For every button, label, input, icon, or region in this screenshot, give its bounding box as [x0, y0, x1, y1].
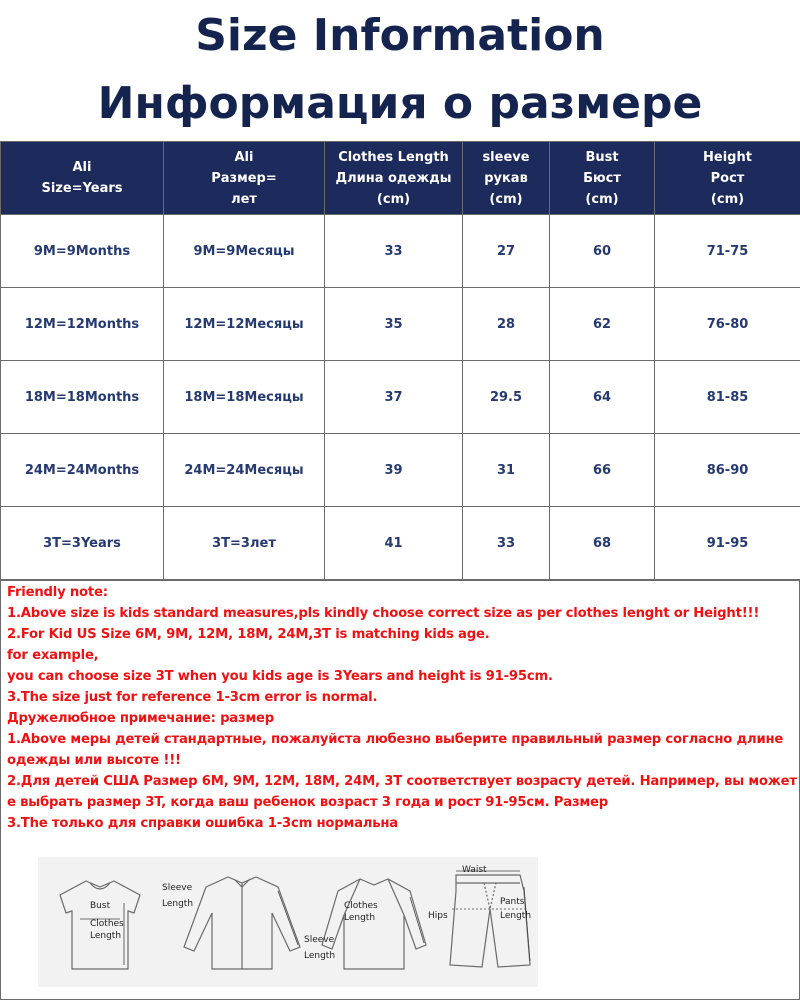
- note-line: Friendly note:: [7, 585, 108, 600]
- label-waist: Waist: [462, 865, 487, 875]
- cell-bust: 62: [550, 288, 655, 361]
- label-bust: Bust: [90, 901, 111, 911]
- header-ali-size: Ali Size=Years: [1, 142, 164, 215]
- cell-sleeve: 31: [463, 434, 550, 507]
- table-row: [1, 361, 800, 434]
- table-row: [1, 507, 800, 580]
- cell-clothes-length: 37: [325, 361, 463, 434]
- note-line: е выбрать размер 3T, когда ваш ребенок возраст 3 года и рост 91-95см. Размер: [7, 795, 608, 810]
- header-clothes-length: Clothes Length Длина одежды (cm): [325, 142, 463, 215]
- header-sleeve: sleeve рукав (cm): [463, 142, 550, 215]
- cell-size-en: 3T=3Years: [1, 507, 164, 580]
- cell-bust: 60: [550, 215, 655, 288]
- label-clothes: Clothes: [344, 901, 378, 911]
- note-line: 3.The только для справки ошибка 1-3cm нормальна: [7, 816, 398, 831]
- cell-clothes-length: 35: [325, 288, 463, 361]
- label-clothes: Clothes: [90, 919, 124, 929]
- cell-bust: 64: [550, 361, 655, 434]
- label-length: Length: [500, 911, 532, 921]
- label-length: Length: [344, 913, 376, 923]
- raglan-shirt-sketch: [322, 879, 426, 969]
- table-row: [1, 288, 800, 361]
- cell-size-ru: 9M=9Месяцы: [164, 215, 325, 288]
- note-line: for example,: [7, 648, 99, 663]
- cell-size-en: 24M=24Months: [1, 434, 164, 507]
- table-header-row: [1, 142, 800, 215]
- size-table: [0, 141, 800, 580]
- cell-size-en: 18M=18Months: [1, 361, 164, 434]
- cell-height: 71-75: [655, 215, 800, 288]
- table-row: [1, 434, 800, 507]
- cell-bust: 66: [550, 434, 655, 507]
- label-length: Length: [90, 931, 122, 941]
- measurement-diagram: [38, 857, 538, 987]
- cell-sleeve: 29.5: [463, 361, 550, 434]
- note-line: 2.Для детей США Размер 6M, 9M, 12M, 18M, 24M, 3T соответствует возрасту детей. Например, вы может: [7, 774, 797, 789]
- cell-clothes-length: 41: [325, 507, 463, 580]
- label-length: Length: [162, 899, 194, 909]
- cell-size-ru: 18M=18Месяцы: [164, 361, 325, 434]
- cell-size-en: 12M=12Months: [1, 288, 164, 361]
- cell-size-ru: 24M=24Месяцы: [164, 434, 325, 507]
- note-line: 3.The size just for reference 1-3cm error is normal.: [7, 690, 378, 705]
- cell-size-ru: 3T=3лет: [164, 507, 325, 580]
- note-line: you can choose size 3T when you kids age is 3Years and height is 91-95cm.: [7, 669, 553, 684]
- header-ali-size-ru: Ali Размер= лет: [164, 142, 325, 215]
- table-row: [1, 215, 800, 288]
- label-sleeve: Sleeve: [162, 883, 193, 893]
- cell-size-ru: 12M=12Месяцы: [164, 288, 325, 361]
- cell-bust: 68: [550, 507, 655, 580]
- note-line: одежды или высоте !!!: [7, 753, 181, 768]
- cell-clothes-length: 39: [325, 434, 463, 507]
- cell-sleeve: 27: [463, 215, 550, 288]
- cell-height: 86-90: [655, 434, 800, 507]
- cell-sleeve: 33: [463, 507, 550, 580]
- note-line: 1.Above size is kids standard measures,pls kindly choose correct size as per clothes lenght or Height!!!: [7, 606, 760, 621]
- note-line: 2.For Kid US Size 6M, 9M, 12M, 18M, 24M,3T is matching kids age.: [7, 627, 490, 642]
- note-line: 1.Above меры детей стандартные, пожалуйста любезно выберите правильный размер согласно длине: [7, 732, 784, 747]
- note-line: Дружелюбное примечание: размер: [7, 711, 275, 726]
- cell-size-en: 9M=9Months: [1, 215, 164, 288]
- header-height: Height Рост (cm): [655, 142, 800, 215]
- label-pants: Pants: [500, 897, 525, 907]
- cell-sleeve: 28: [463, 288, 550, 361]
- header-bust: Bust Бюст (cm): [550, 142, 655, 215]
- shorts-sketch: [450, 875, 530, 967]
- cell-height: 76-80: [655, 288, 800, 361]
- cell-height: 81-85: [655, 361, 800, 434]
- label-length: Length: [304, 951, 336, 961]
- cell-clothes-length: 33: [325, 215, 463, 288]
- cell-height: 91-95: [655, 507, 800, 580]
- title-block: [0, 0, 800, 142]
- page-title-english: Size Information: [195, 10, 605, 61]
- label-sleeve: Sleeve: [304, 935, 335, 945]
- page-title-russian: Информация о размере: [97, 78, 703, 129]
- label-hips: Hips: [428, 911, 448, 921]
